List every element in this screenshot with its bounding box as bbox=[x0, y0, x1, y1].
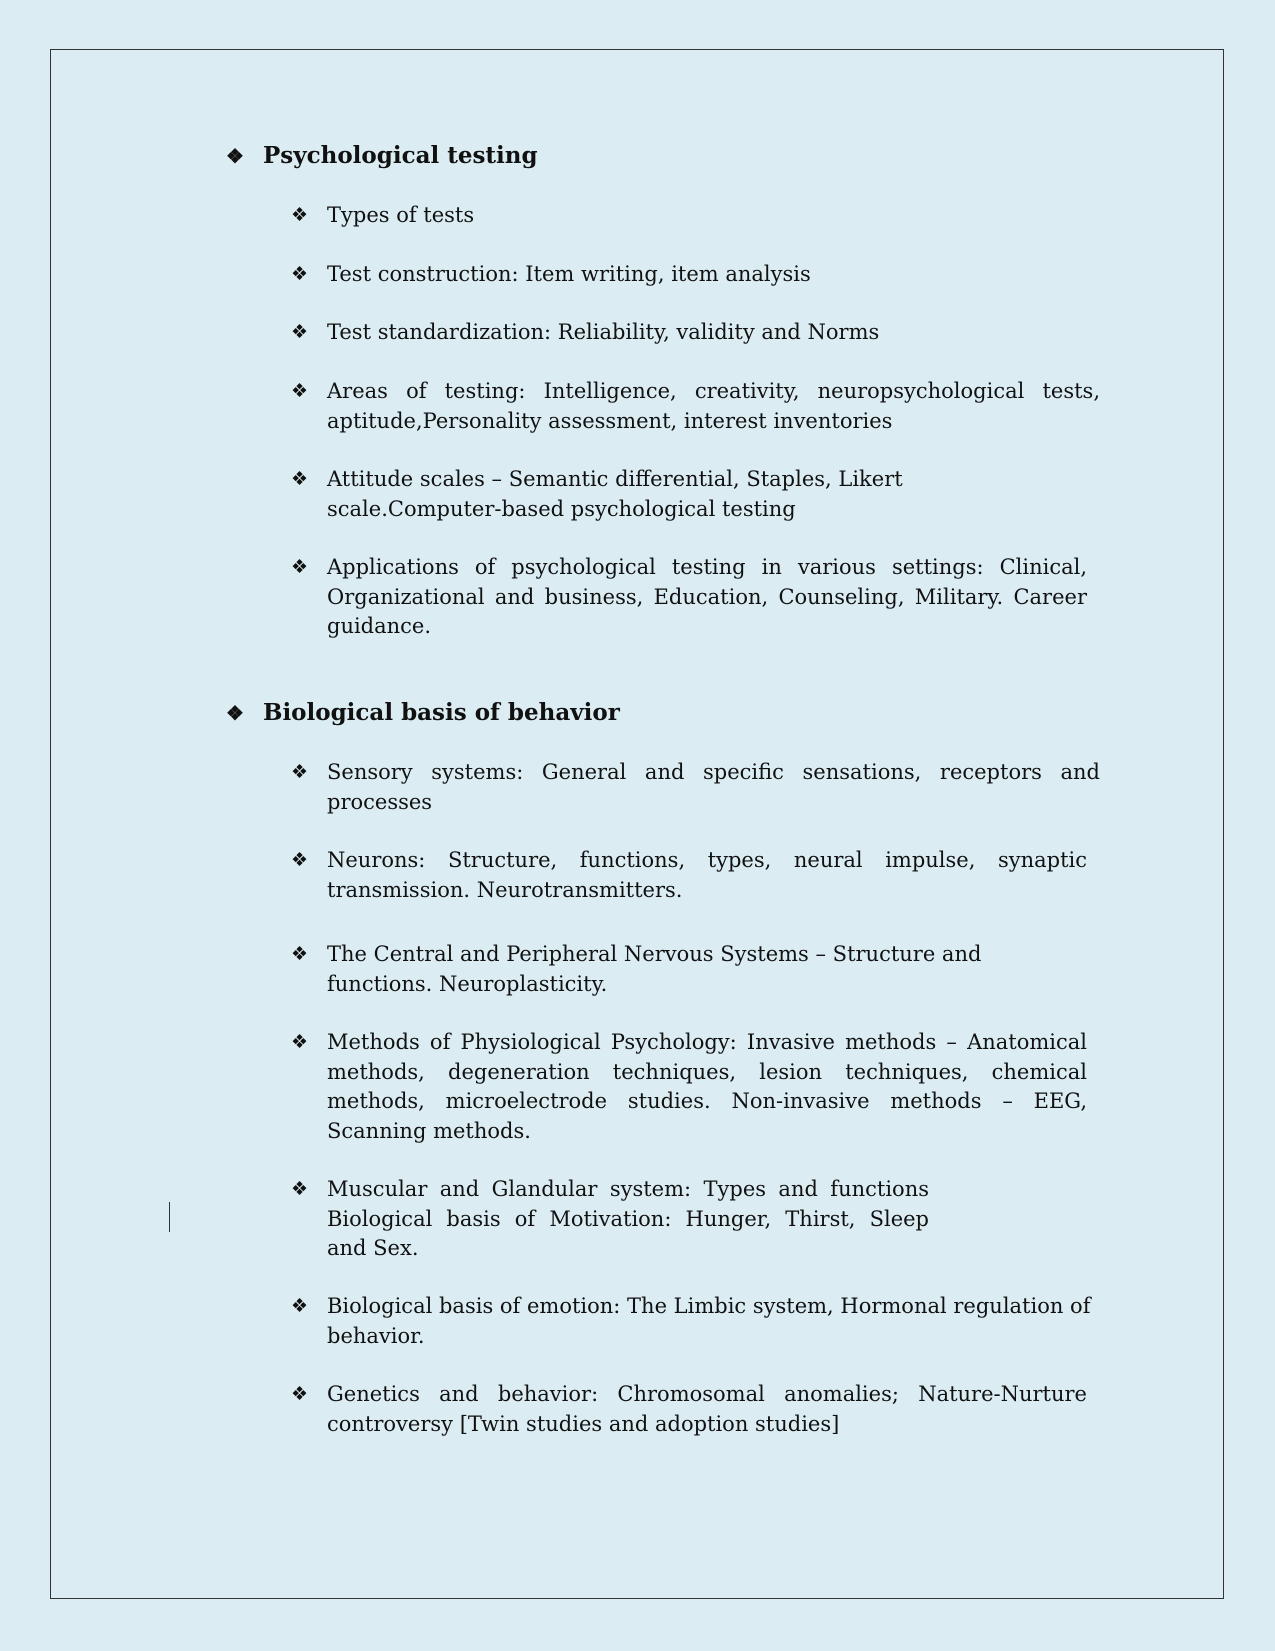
list-item-text: Test standardization: Reliability, validity and Norms bbox=[327, 320, 880, 344]
diamond-bullet-icon: ❖ bbox=[291, 943, 309, 965]
diamond-bullet-icon: ❖ bbox=[291, 1295, 309, 1317]
text-cursor bbox=[169, 1202, 170, 1232]
list-item bbox=[291, 1028, 1087, 1146]
diamond-bullet-icon: ❖ bbox=[291, 1178, 309, 1200]
list-item bbox=[291, 1175, 929, 1264]
list-item bbox=[291, 940, 1087, 999]
section-heading-psychological-testing bbox=[226, 141, 538, 171]
diamond-bullet-icon: ❖ bbox=[226, 144, 244, 168]
list-item-text: Genetics and behavior: Chromosomal anomalies; Nature-Nurture controversy [Twin studies and adoption studies] bbox=[327, 1382, 1087, 1436]
list-item bbox=[291, 1380, 1087, 1439]
diamond-bullet-icon: ❖ bbox=[291, 380, 309, 402]
list-item-text: Muscular and Glandular system: Types and functions Biological basis of Motivation: Hunger, Thirst, Sleep and Sex. bbox=[327, 1177, 929, 1260]
diamond-bullet-icon: ❖ bbox=[291, 556, 309, 578]
list-item-text: Neurons: Structure, functions, types, neural impulse, synaptic transmission. Neurotransmitters. bbox=[327, 848, 1087, 902]
diamond-bullet-icon: ❖ bbox=[291, 204, 309, 226]
list-item-text: The Central and Peripheral Nervous Systems – Structure and functions. Neuroplasticity. bbox=[327, 942, 982, 996]
list-item-text: Biological basis of emotion: The Limbic system, Hormonal regulation of behavior. bbox=[327, 1294, 1091, 1348]
list-item bbox=[291, 846, 1087, 905]
list-item-text: Areas of testing: Intelligence, creativity, neuropsychological tests, aptitude,Personality assessment, interest inventories bbox=[327, 379, 1100, 433]
list-item-text: Types of tests bbox=[327, 203, 475, 227]
diamond-bullet-icon: ❖ bbox=[291, 321, 309, 343]
diamond-bullet-icon: ❖ bbox=[291, 761, 309, 783]
diamond-bullet-icon: ❖ bbox=[291, 1383, 309, 1405]
list-item-text: Sensory systems: General and specific sensations, receptors and processes bbox=[327, 760, 1100, 814]
list-item bbox=[291, 318, 931, 348]
section-heading-biological-basis bbox=[226, 698, 620, 728]
list-item bbox=[291, 1292, 1096, 1351]
list-item-text: Applications of psychological testing in various settings: Clinical, Organizational and business, Education, Counseling, Military. Career guidance. bbox=[327, 555, 1087, 638]
diamond-bullet-icon: ❖ bbox=[226, 701, 244, 725]
list-item bbox=[291, 553, 1087, 642]
section-title: Psychological testing bbox=[263, 142, 538, 169]
list-item-text: Methods of Physiological Psychology: Invasive methods – Anatomical methods, degeneration techniques, lesion techniques, chemical methods, microelectrode studies. Non-invasive methods – EEG, Scanning methods. bbox=[327, 1030, 1087, 1143]
list-item-text: Attitude scales – Semantic differential, Staples, Likert scale.Computer-based psychological testing bbox=[327, 467, 903, 521]
diamond-bullet-icon: ❖ bbox=[291, 849, 309, 871]
section-title: Biological basis of behavior bbox=[263, 699, 620, 726]
diamond-bullet-icon: ❖ bbox=[291, 1031, 309, 1053]
list-item bbox=[291, 465, 911, 524]
diamond-bullet-icon: ❖ bbox=[291, 263, 309, 285]
list-item bbox=[291, 377, 1100, 436]
list-item bbox=[291, 758, 1100, 817]
list-item-text: Test construction: Item writing, item analysis bbox=[327, 262, 811, 286]
list-item bbox=[291, 260, 931, 290]
diamond-bullet-icon: ❖ bbox=[291, 468, 309, 490]
list-item bbox=[291, 201, 931, 231]
